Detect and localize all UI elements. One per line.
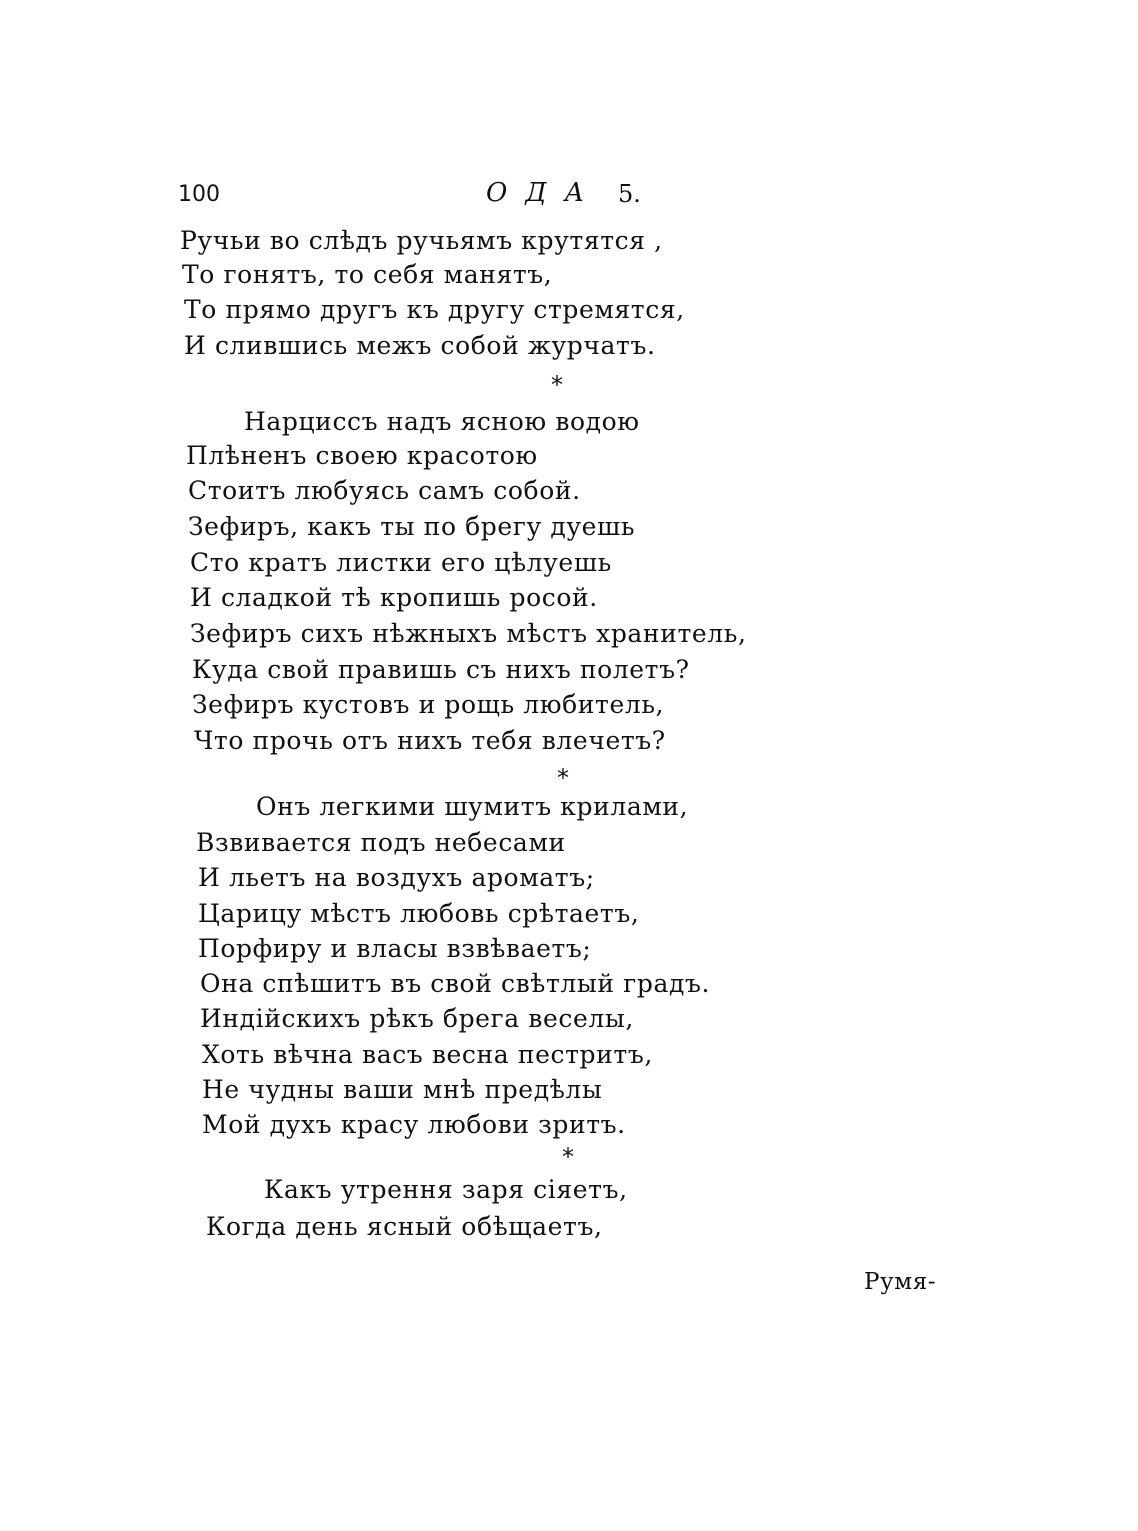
verse-line: Порфиру и власы взвѣваетъ; bbox=[198, 934, 592, 963]
verse-line: Индійскихъ рѣкъ брега веселы, bbox=[200, 1004, 634, 1033]
verse-line: Плѣненъ своею красотою bbox=[186, 441, 538, 470]
verse-line: Взвивается подъ небесами bbox=[196, 828, 566, 857]
running-title: ОДА bbox=[486, 178, 603, 208]
verse-line: Куда свой правишь съ нихъ полетъ? bbox=[192, 655, 690, 684]
verse-line: Хоть вѣчна васъ весна пестритъ, bbox=[202, 1040, 653, 1069]
verse-line: Что прочь отъ нихъ тебя влечетъ? bbox=[194, 726, 666, 755]
verse-line: Она спѣшитъ въ свой свѣтлый градъ. bbox=[200, 969, 711, 998]
catchword: Румя- bbox=[864, 1269, 937, 1295]
verse-line: Ручьи во слѣдъ ручьямъ крутятся , bbox=[180, 226, 663, 255]
verse-line: Какъ утрення заря сіяетъ, bbox=[264, 1175, 628, 1204]
verse-line: Зефиръ сихъ нѣжныхъ мѣстъ хранитель, bbox=[190, 619, 747, 648]
verse-line: Когда день ясный обѣщаетъ, bbox=[206, 1212, 603, 1241]
verse-line: Мой духъ красу любови зритъ. bbox=[202, 1110, 626, 1139]
verse-line: И слившись межъ собой журчатъ. bbox=[184, 331, 656, 360]
verse-line: Сто кратъ листки его цѣлуешь bbox=[190, 548, 612, 577]
verse-line: Зефиръ кустовъ и рощь любитель, bbox=[192, 690, 665, 719]
page-header bbox=[178, 178, 648, 214]
stanza-separator: * bbox=[557, 764, 569, 792]
verse-line: Онъ легкими шумитъ крилами, bbox=[256, 792, 689, 821]
verse-line: Царицу мѣстъ любовь срѣтаетъ, bbox=[198, 899, 640, 928]
verse-line: То гонятъ, то себя манятъ, bbox=[182, 260, 553, 289]
page-number: 100 bbox=[178, 182, 220, 207]
stanza-separator: * bbox=[551, 371, 563, 399]
verse-line: То прямо другъ къ другу стремятся, bbox=[184, 295, 685, 324]
verse-line: Зефиръ, какъ ты по брегу дуешь bbox=[188, 512, 636, 541]
verse-line: И льетъ на воздухъ ароматъ; bbox=[198, 863, 595, 892]
verse-line: И сладкой тѣ кропишь росой. bbox=[190, 583, 598, 612]
verse-line: Стоитъ любуясь самъ собой. bbox=[188, 476, 581, 505]
verse-line: Не чудны ваши мнѣ предѣлы bbox=[202, 1075, 603, 1104]
stanza-separator: * bbox=[562, 1143, 574, 1171]
verse-line: Нарциссъ надъ ясною водою bbox=[244, 407, 640, 436]
ode-number: 5. bbox=[618, 180, 641, 208]
